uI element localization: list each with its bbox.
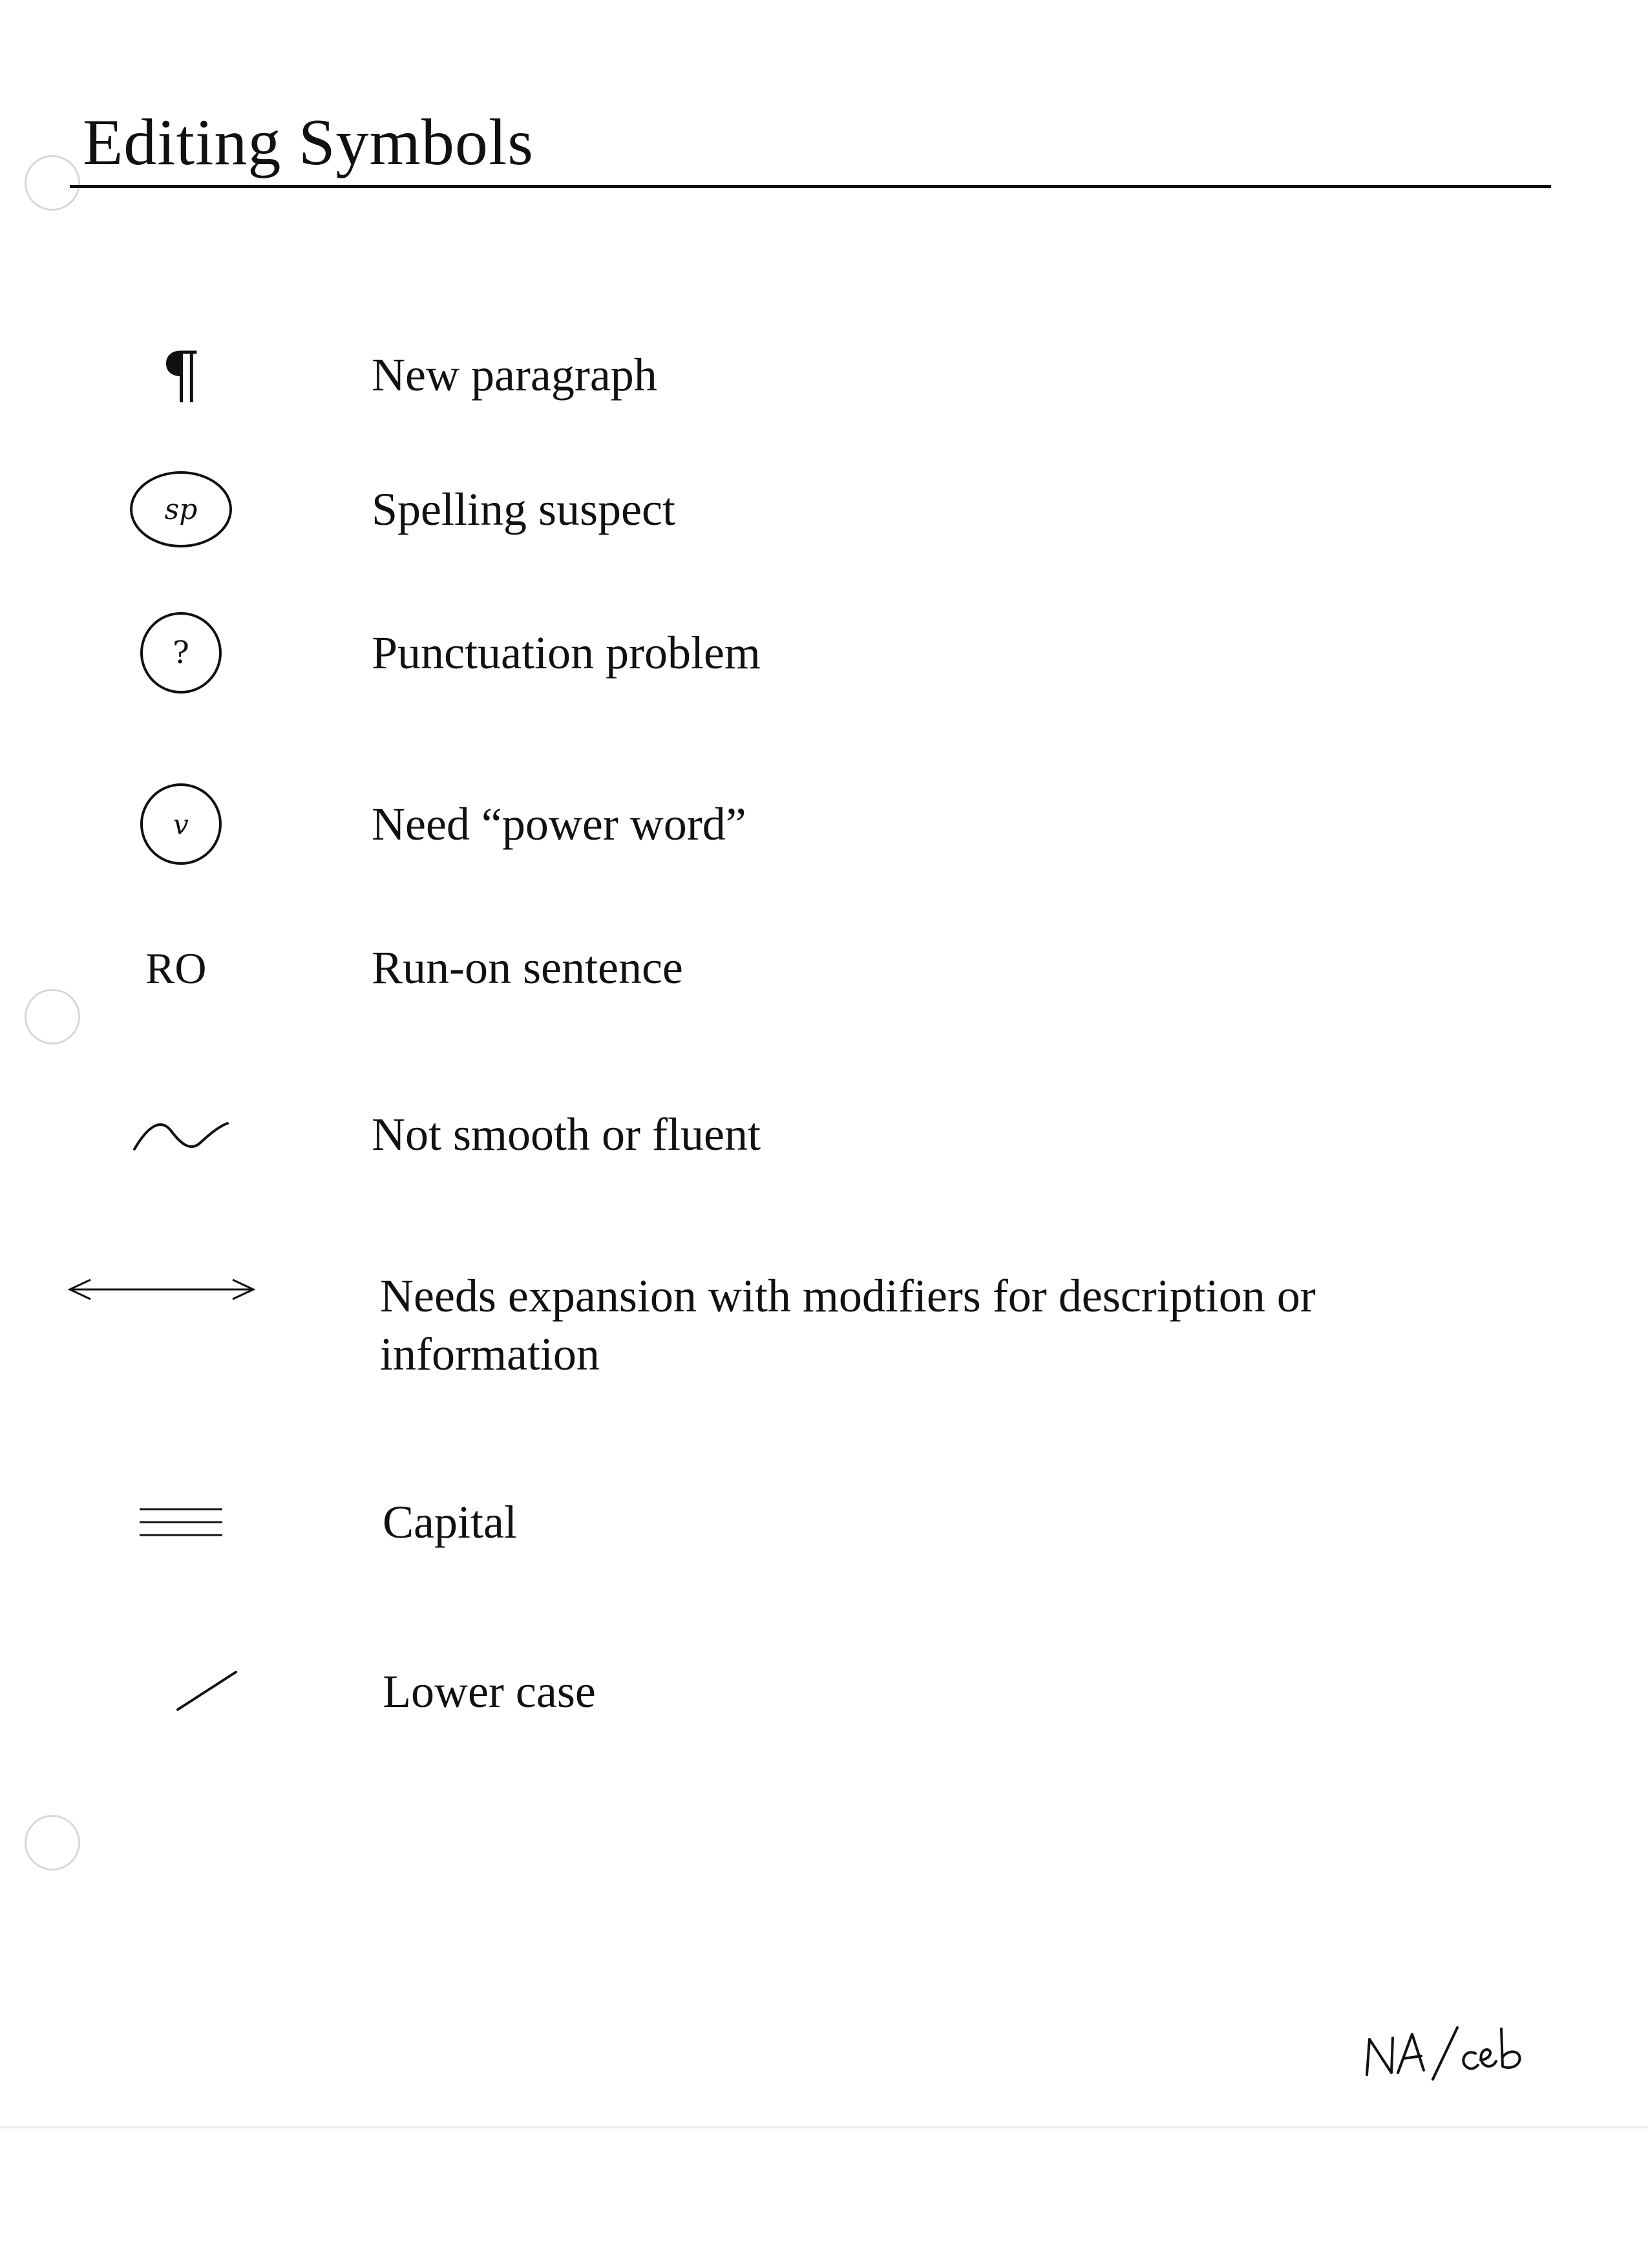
symbol-row-power-word xyxy=(0,785,1648,863)
triple-underline-icon xyxy=(52,1487,310,1558)
wavy-line-svg xyxy=(129,1112,233,1157)
double-arrow-icon xyxy=(52,1260,271,1319)
wavy-line-icon xyxy=(52,1099,310,1170)
symbol-row-capital xyxy=(0,1487,1648,1558)
v-circle xyxy=(140,783,222,865)
symbol-label: Run-on sentence xyxy=(372,942,683,993)
pilcrow-glyph: ¶ xyxy=(161,339,201,411)
symbol-row-new-paragraph xyxy=(0,339,1648,411)
question-circle xyxy=(140,612,222,694)
symbol-row-spelling xyxy=(0,471,1648,548)
triple-underline-svg xyxy=(136,1496,226,1548)
circled-v-icon xyxy=(52,785,310,863)
symbol-label: Lower case xyxy=(383,1666,596,1717)
symbol-label: Need “power word” xyxy=(372,798,746,850)
symbol-row-not-smooth xyxy=(0,1099,1648,1170)
double-arrow-svg xyxy=(65,1273,259,1306)
handwritten-initials xyxy=(1360,2020,1528,2091)
ro-glyph: RO xyxy=(145,943,207,993)
circled-sp-icon xyxy=(52,471,310,548)
question-glyph: ? xyxy=(173,635,189,671)
ro-text-icon xyxy=(48,936,307,1001)
circled-question-icon xyxy=(52,614,310,692)
pilcrow-icon xyxy=(52,339,310,411)
title-underline xyxy=(70,185,1551,188)
symbol-row-lower-case xyxy=(0,1655,1648,1726)
symbol-label: Punctuation problem xyxy=(372,627,761,679)
slash-icon xyxy=(78,1655,336,1726)
symbol-row-punctuation xyxy=(0,614,1648,692)
sp-oval xyxy=(130,471,232,547)
sp-glyph: sp xyxy=(164,493,198,526)
v-glyph: v xyxy=(173,808,189,840)
punch-hole-top xyxy=(25,155,80,211)
symbol-row-expansion xyxy=(0,1260,1648,1390)
symbol-label: New paragraph xyxy=(372,349,657,401)
page-title: Editing Symbols xyxy=(83,106,534,179)
symbol-label: Capital xyxy=(383,1496,517,1548)
punch-hole-bottom xyxy=(25,1815,80,1871)
symbol-label: Not smooth or fluent xyxy=(372,1108,761,1160)
symbol-label: Needs expansion with modifiers for description or information xyxy=(380,1270,1316,1380)
symbol-label: Spelling suspect xyxy=(372,483,675,535)
slash-svg xyxy=(171,1664,242,1716)
symbol-row-run-on xyxy=(0,936,1648,1001)
